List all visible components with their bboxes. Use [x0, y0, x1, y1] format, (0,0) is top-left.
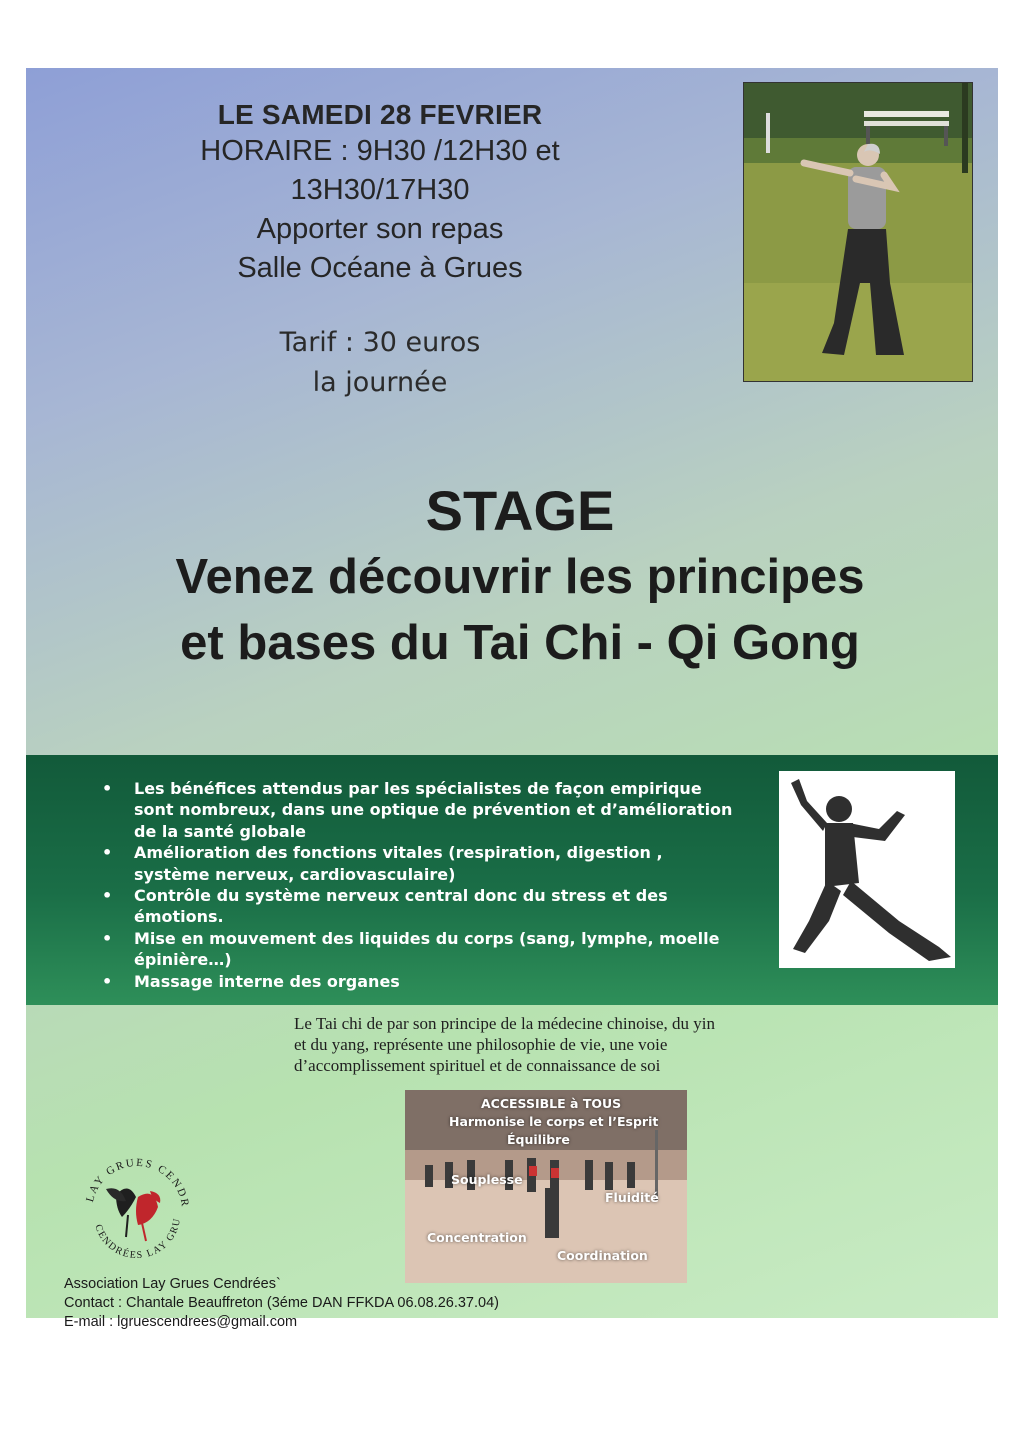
- benefit-item: • Contrôle du système nerveux central donc du stress et des émotions.: [102, 885, 742, 928]
- price-info: [230, 323, 530, 403]
- email-line: E-mail : lgruescendrees@gmail.com: [64, 1314, 298, 1330]
- silhouette-icon: [779, 771, 955, 968]
- benefit-item: • Mise en mouvement des liquides du corps (sang, lymphe, moelle épinière…): [102, 928, 742, 971]
- headline-stage: STAGE: [425, 479, 615, 542]
- association-name: Association Lay Grues Cendrées`: [64, 1276, 281, 1292]
- practitioner-photo: [743, 82, 973, 382]
- overlay-concentration: Concentration: [427, 1230, 527, 1245]
- footer-contact: [64, 1275, 499, 1332]
- philosophy-text: [294, 1013, 794, 1076]
- benefit-item: • Les bénéfices attendus par les spécialistes de façon empirique sont nombreux, dans une optique de prévention et d’amélioration de la santé globale: [102, 778, 742, 842]
- svg-text:LAY GRUES CENDRÉES: LAY GRUES CENDR: [83, 1156, 192, 1209]
- headline-line2: et bases du Tai Chi - Qi Gong: [180, 616, 860, 670]
- group-class-photo: [405, 1090, 687, 1283]
- association-logo: [76, 1145, 198, 1263]
- overlay-harmonise: Harmonise le corps et l’Esprit: [449, 1114, 659, 1129]
- price-unit: la journée: [312, 367, 448, 398]
- contact-line: Contact : Chantale Beauffreton (3éme DAN FFKDA 06.08.26.37.04): [64, 1295, 499, 1311]
- philosophy-line3: d’accomplissement spirituel et de connaissance de soi: [294, 1056, 661, 1075]
- meal-note: Apporter son repas: [256, 213, 504, 245]
- benefit-item: • Amélioration des fonctions vitales (respiration, digestion , système nerveux, cardiovasculaire): [102, 842, 742, 885]
- event-info: [120, 98, 640, 288]
- overlay-fluidite: Fluidité: [605, 1190, 659, 1205]
- philosophy-line2: et du yang, représente une philosophie de vie, une voie: [294, 1035, 668, 1054]
- event-schedule-line2: 13H30/17H30: [290, 174, 470, 206]
- tai-chi-silhouette: [779, 771, 955, 968]
- price-line: Tarif : 30 euros: [279, 327, 481, 358]
- crane-logo-icon: [76, 1145, 198, 1263]
- benefit-item: • Massage interne des organes: [102, 971, 742, 992]
- svg-text:CENDRÉES LAY GRUES: CENDRÉES LAY GRU: [92, 1216, 184, 1262]
- overlay-accessible: ACCESSIBLE à TOUS: [481, 1096, 622, 1111]
- practitioner-photo-drawing: [744, 83, 972, 381]
- benefits-list: [102, 778, 742, 992]
- headline-line1: Venez découvrir les principes: [175, 550, 865, 604]
- overlay-souplesse: Souplesse: [451, 1172, 523, 1187]
- headline: [40, 478, 1000, 676]
- overlay-coordination: Coordination: [557, 1248, 648, 1263]
- overlay-equilibre: Équilibre: [507, 1132, 570, 1147]
- event-date: LE SAMEDI 28 FEVRIER: [217, 99, 543, 130]
- philosophy-line1: Le Tai chi de par son principe de la médecine chinoise, du yin: [294, 1014, 715, 1033]
- event-venue: Salle Océane à Grues: [237, 252, 523, 284]
- event-schedule-line1: HORAIRE : 9H30 /12H30 et: [200, 135, 560, 167]
